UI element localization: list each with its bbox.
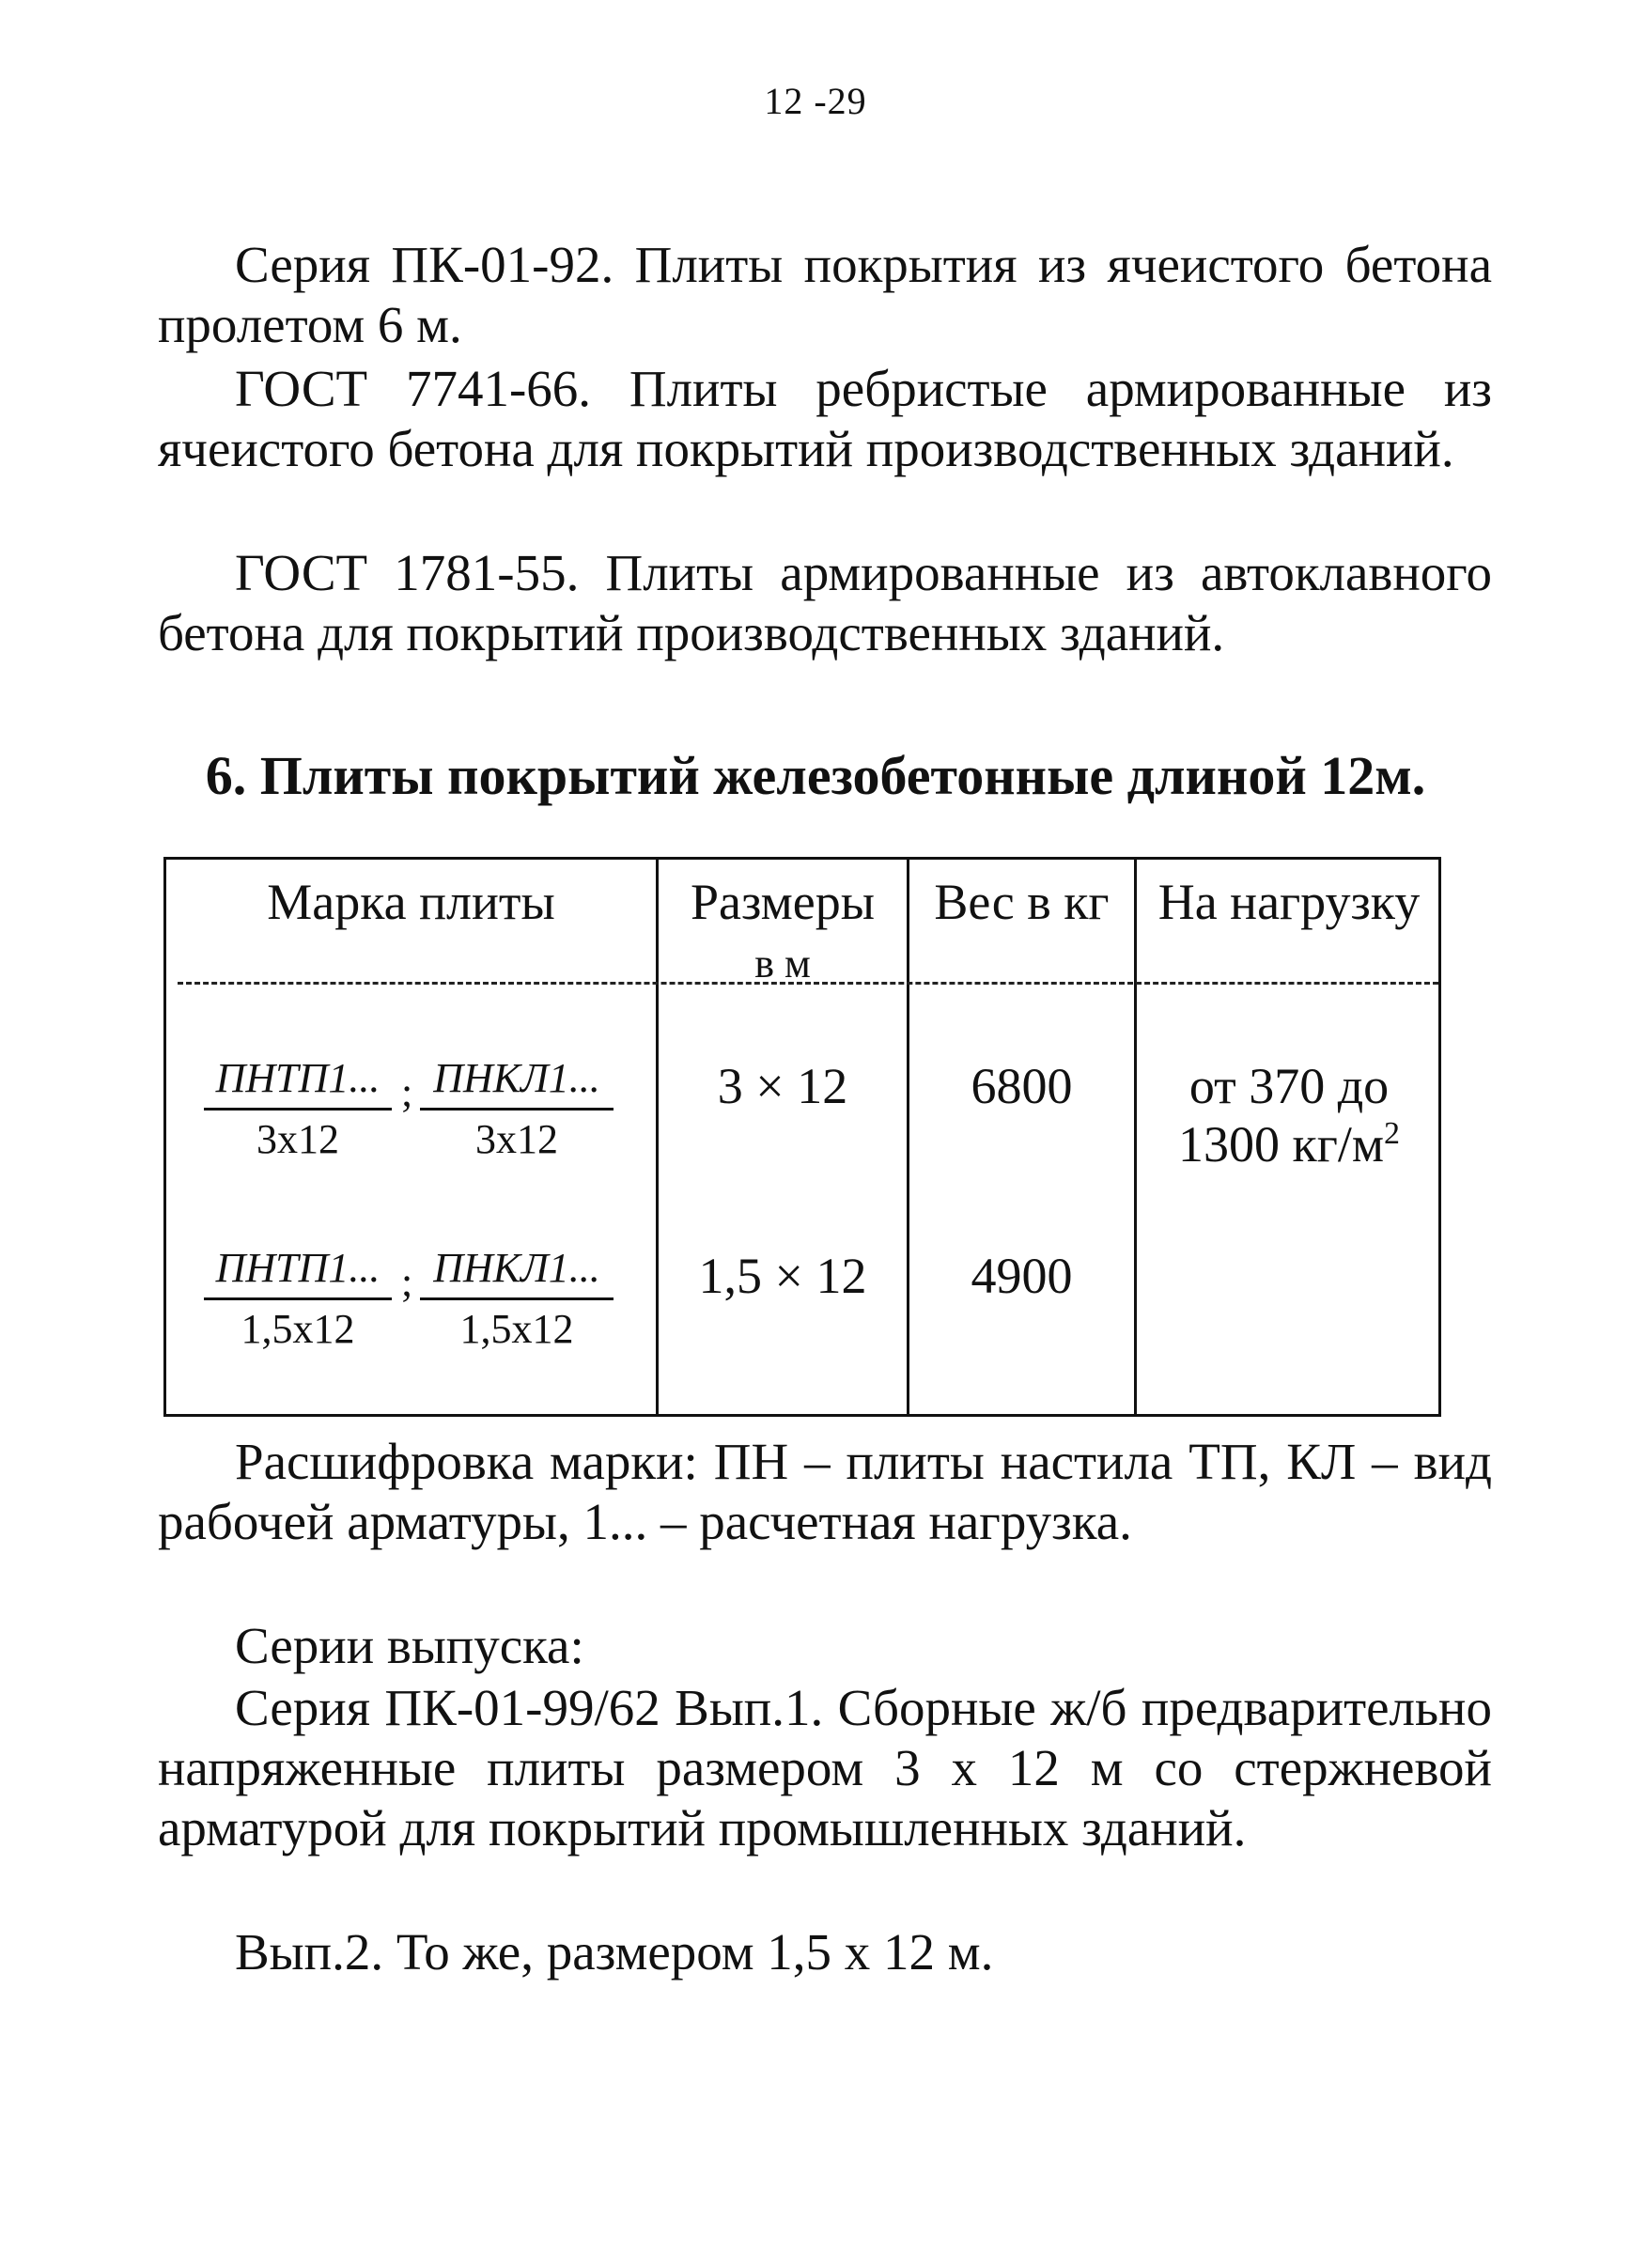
table-row-2-weight: 4900 — [971, 1248, 1073, 1304]
header-mark: Марка плиты — [267, 874, 555, 930]
table-row-1-mark-right — [420, 1055, 614, 1163]
paragraph-issue-2: Вып.2. То же, размером 1,5 х 12 м. — [235, 1923, 994, 1981]
page-number: 12 -29 — [764, 80, 867, 122]
header-size — [659, 873, 907, 989]
paragraph-series-heading: Серии выпуска: — [235, 1617, 584, 1674]
mark-numerator: ПНТП1... — [204, 1245, 392, 1300]
slab-table — [163, 857, 1441, 1417]
section-heading: 6. Плиты покрытий железобетонные длиной 12м. — [205, 745, 1426, 806]
table-row-2-size: 1,5 × 12 — [698, 1248, 867, 1304]
table-column-divider — [907, 860, 909, 1414]
load-line2: 1300 кг/м — [1177, 1116, 1385, 1173]
mark-denominator: 1,5х12 — [459, 1306, 574, 1352]
mark-numerator: ПНКЛ1... — [420, 1245, 614, 1300]
header-weight: Вес в кг — [934, 874, 1110, 930]
header-size-line2: в м — [754, 940, 811, 986]
mark-denominator: 1,5х12 — [241, 1306, 355, 1352]
paragraph-mark-decoding: Расшифровка марки: ПН – плиты настила ТП, КЛ – вид рабочей арматуры, 1... – расчетная нагрузка. — [158, 1433, 1492, 1550]
mark-numerator: ПНТП1... — [204, 1055, 392, 1111]
table-row-1-size: 3 × 12 — [717, 1058, 848, 1114]
table-row-1-mark-left — [204, 1055, 392, 1163]
table-row-2-mark-left — [204, 1245, 392, 1353]
paragraph-series-pk-01-92: Серия ПК-01-92. Плиты покрытия из ячеистого бетона пролетом 6 м. — [158, 236, 1492, 353]
mark-denominator: 3х12 — [475, 1116, 558, 1162]
mark-separator: ; — [401, 1069, 413, 1115]
mark-numerator: ПНКЛ1... — [420, 1055, 614, 1111]
table-row-1-load — [1137, 1057, 1441, 1173]
paragraph-series-pk-01-99-62: Серия ПК-01-99/62 Вып.1. Сборные ж/б предварительно напряженные плиты размером 3 х 12 м со стержневой арматурой для покрытий промышленных зданий. — [158, 1679, 1492, 1856]
mark-denominator: 3х12 — [256, 1116, 339, 1162]
table-row-2-mark-right — [420, 1245, 614, 1353]
load-superscript: 2 — [1384, 1116, 1401, 1151]
paragraph-gost-7741-66: ГОСТ 7741-66. Плиты ребристые армированные из ячеистого бетона для покрытий производственных зданий. — [158, 360, 1492, 477]
header-size-line1: Размеры — [691, 874, 875, 930]
paragraph-gost-1781-55: ГОСТ 1781-55. Плиты армированные из автоклавного бетона для покрытий производственных зданий. — [158, 544, 1492, 661]
mark-separator: ; — [401, 1259, 413, 1305]
load-line1: от 370 до — [1188, 1058, 1390, 1114]
header-load: На нагрузку — [1157, 874, 1421, 930]
table-row-1-weight: 6800 — [971, 1058, 1073, 1114]
